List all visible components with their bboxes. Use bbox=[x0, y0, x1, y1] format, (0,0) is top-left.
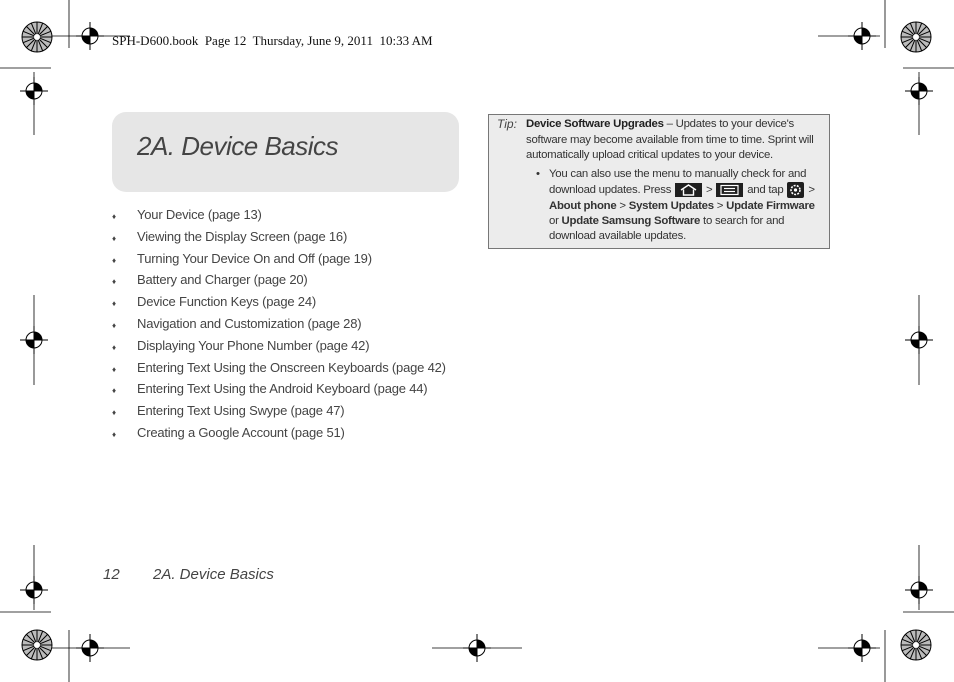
list-item bbox=[112, 335, 446, 357]
list-item bbox=[112, 357, 446, 379]
diamond-bullet-icon: ♦ bbox=[112, 212, 116, 221]
update-samsung-software-label: Update Samsung Software bbox=[561, 214, 701, 227]
separator: > bbox=[703, 184, 716, 197]
update-firmware-label: Update Firmware bbox=[726, 199, 815, 212]
tip-label: Tip: bbox=[497, 117, 517, 131]
list-item-label: Device Function Keys (page 24) bbox=[137, 294, 316, 310]
list-item bbox=[112, 226, 446, 248]
list-item bbox=[112, 313, 446, 335]
diamond-bullet-icon: ♦ bbox=[112, 299, 116, 309]
about-phone-label: About phone bbox=[549, 199, 617, 212]
diamond-bullet-icon: ♦ bbox=[112, 342, 116, 352]
bullet-dot-icon: • bbox=[536, 168, 540, 180]
menu-key-icon bbox=[716, 183, 743, 197]
list-item-label: Creating a Google Account (page 51) bbox=[137, 424, 345, 440]
tip-sub-part1: You can also use the menu to manually check for and download updates. Press bbox=[549, 168, 807, 197]
list-item-label: Entering Text Using Swype (page 47) bbox=[137, 403, 345, 419]
tip-intro-text: – Updates to your device's software may become available from time to time. Sprint will automatically upload critical updates to your device. bbox=[526, 118, 814, 161]
tip-sub-tail: to search for and download available updates. bbox=[549, 214, 785, 243]
diamond-bullet-icon: ♦ bbox=[112, 408, 116, 418]
page-number: 12 bbox=[103, 566, 120, 583]
settings-icon bbox=[787, 182, 804, 198]
diamond-bullet-icon: ♦ bbox=[112, 429, 116, 439]
system-updates-label: System Updates bbox=[628, 199, 714, 212]
print-header: SPH-D600.book Page 12 Thursday, June 9, 2011 10:33 AM bbox=[112, 33, 433, 48]
diamond-bullet-icon: ♦ bbox=[112, 320, 116, 330]
list-item bbox=[112, 400, 446, 422]
chapter-title: 2A. Device Basics bbox=[137, 131, 339, 161]
home-key-icon bbox=[675, 183, 702, 197]
diamond-bullet-icon: ♦ bbox=[112, 277, 116, 287]
tip-sub-text bbox=[536, 167, 824, 245]
list-item bbox=[112, 248, 446, 270]
separator: > bbox=[805, 184, 815, 197]
list-item-label: Viewing the Display Screen (page 16) bbox=[137, 228, 348, 244]
list-item bbox=[112, 269, 446, 291]
diamond-bullet-icon: ♦ bbox=[112, 233, 116, 243]
separator: > bbox=[616, 199, 629, 212]
tip-heading: Device Software Upgrades bbox=[526, 118, 664, 130]
footer-section-title: 2A. Device Basics bbox=[153, 566, 274, 583]
diamond-bullet-icon: ♦ bbox=[112, 386, 116, 396]
tip-sub-bullet bbox=[536, 167, 824, 245]
list-item-label: Turning Your Device On and Off (page 19) bbox=[137, 250, 372, 266]
list-item-label: Battery and Charger (page 20) bbox=[137, 272, 308, 288]
tip-sub-part2: and tap bbox=[744, 184, 787, 197]
diamond-bullet-icon: ♦ bbox=[112, 255, 116, 265]
list-item bbox=[112, 378, 446, 400]
list-item-label: Entering Text Using the Onscreen Keyboards (page 42) bbox=[137, 359, 446, 375]
diamond-bullet-icon: ♦ bbox=[112, 364, 116, 374]
list-item bbox=[112, 422, 446, 444]
list-item-label: Entering Text Using the Android Keyboard (page 44) bbox=[137, 381, 428, 397]
list-item bbox=[112, 291, 446, 313]
or-text: or bbox=[549, 214, 562, 227]
chapter-contents-list bbox=[112, 204, 446, 444]
list-item-label: Your Device (page 13) bbox=[137, 207, 262, 222]
tip-intro bbox=[526, 117, 824, 164]
list-item-label: Navigation and Customization (page 28) bbox=[137, 315, 362, 331]
separator: > bbox=[713, 199, 727, 212]
list-item bbox=[112, 204, 446, 226]
list-item-label: Displaying Your Phone Number (page 42) bbox=[137, 337, 370, 353]
